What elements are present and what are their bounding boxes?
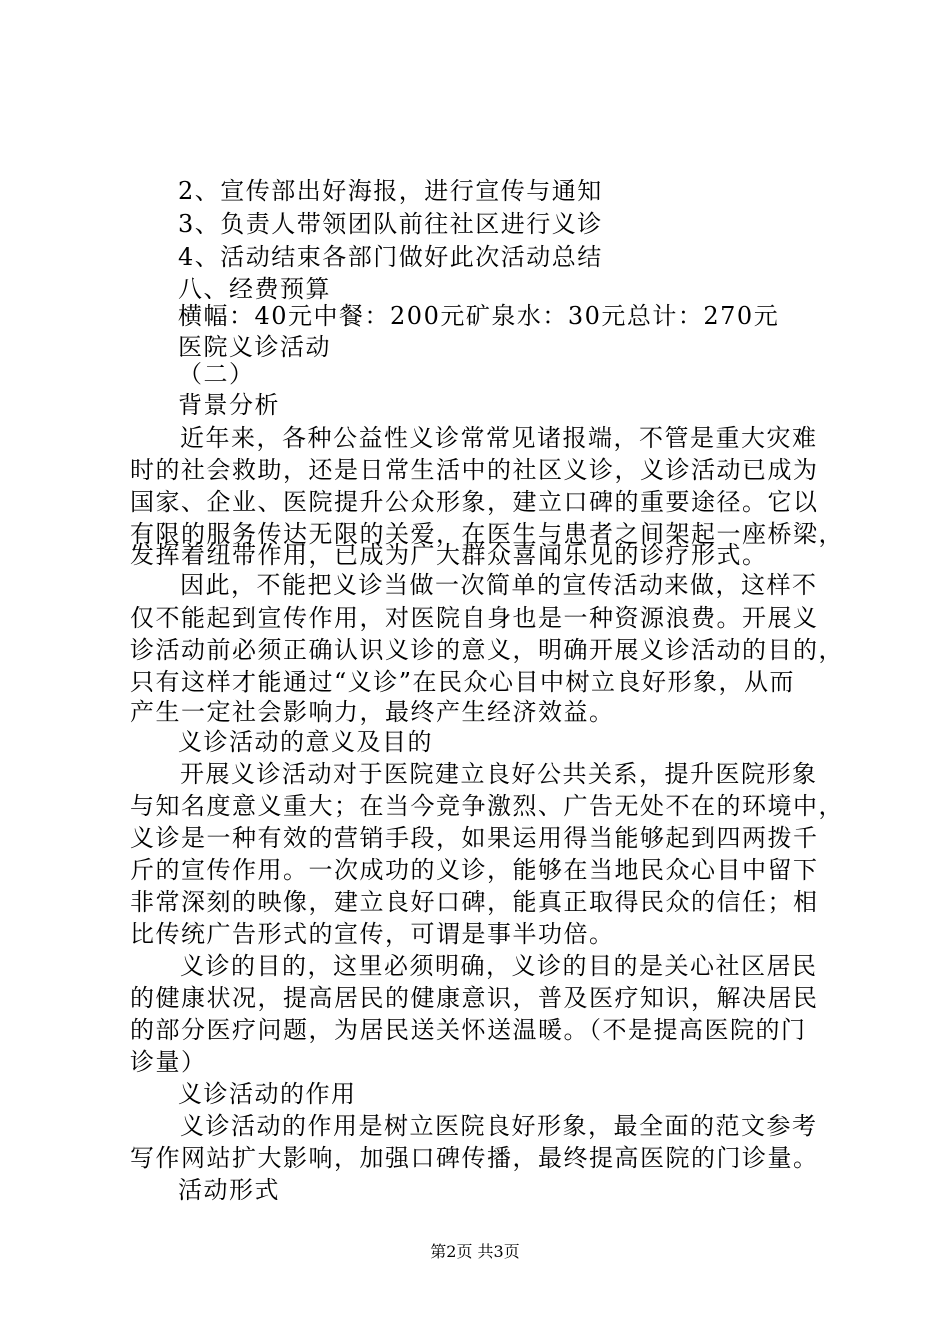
paragraph-line: 的健康状况，提高居民的健康意识，普及医疗知识，解决居民 [130, 984, 819, 1012]
list-item: 2、宣传部出好海报，进行宣传与通知 [178, 177, 603, 205]
paragraph-line: 有限的服务传达无限的关爱，在医生与患者之间架起一座桥梁， [130, 520, 844, 548]
section-heading: 义诊活动的作用 [178, 1080, 357, 1108]
paragraph-line: 时的社会救助，还是日常生活中的社区义诊，义诊活动已成为 [130, 456, 819, 484]
paragraph-line: 诊活动前必须正确认识义诊的意义，明确开展义诊活动的目的， [130, 636, 844, 664]
list-item: 3、负责人带领团队前往社区进行义诊 [178, 210, 603, 238]
section-heading: 背景分析 [178, 391, 280, 419]
budget-line: 横幅：40元中餐：200元矿泉水：30元总计：270元 [178, 302, 780, 330]
paragraph-line: 开展义诊活动对于医院建立良好公共关系，提升医院形象 [180, 760, 818, 788]
paragraph-line: 斤的宣传作用。一次成功的义诊，能够在当地民众心目中留下 [130, 856, 819, 884]
paragraph-line: 比传统广告形式的宣传，可谓是事半功倍。 [130, 920, 615, 948]
paragraph-line: 因此，不能把义诊当做一次简单的宣传活动来做，这样不 [180, 571, 818, 599]
paragraph-line: 仅不能起到宣传作用，对医院自身也是一种资源浪费。开展义 [130, 604, 819, 632]
document-title: 医院义诊活动 [178, 333, 331, 361]
paragraph-line: 产生一定社会影响力，最终产生经济效益。 [130, 698, 615, 726]
list-item: 4、活动结束各部门做好此次活动总结 [178, 243, 603, 271]
paragraph-line: 义诊活动的作用是树立医院良好形象，最全面的范文参考 [180, 1112, 818, 1140]
paragraph-line: 的部分医疗问题，为居民送关怀送温暖。（不是提高医院的门 [130, 1016, 807, 1044]
paragraph-line: 发挥着纽带作用，已成为广大群众喜闻乐见的诊疗形式。 [130, 541, 768, 569]
paragraph-line: 写作网站扩大影响，加强口碑传播，最终提高医院的门诊量。 [130, 1144, 819, 1172]
paragraph-line: 非常深刻的映像，建立良好口碑，能真正取得民众的信任；相 [130, 888, 819, 916]
section-heading: 义诊活动的意义及目的 [178, 728, 433, 756]
paragraph-line: 诊量） [130, 1048, 207, 1076]
paragraph-line: 义诊的目的，这里必须明确，义诊的目的是关心社区居民 [180, 952, 818, 980]
paragraph-line: 国家、企业、医院提升公众形象，建立口碑的重要途径。它以 [130, 488, 819, 516]
document-subtitle: （二） [178, 360, 255, 388]
section-heading: 八、经费预算 [178, 275, 331, 303]
page-footer: 第2页 共3页 [430, 1242, 520, 1261]
paragraph-line: 近年来，各种公益性义诊常常见诸报端，不管是重大灾难 [180, 424, 818, 452]
paragraph-line: 义诊是一种有效的营销手段，如果运用得当能够起到四两拨千 [130, 824, 819, 852]
section-heading: 活动形式 [178, 1176, 280, 1204]
paragraph-line: 只有这样才能通过“义诊”在民众心目中树立良好形象，从而 [130, 668, 796, 696]
paragraph-line: 与知名度意义重大；在当今竞争激烈、广告无处不在的环境中， [130, 792, 844, 820]
